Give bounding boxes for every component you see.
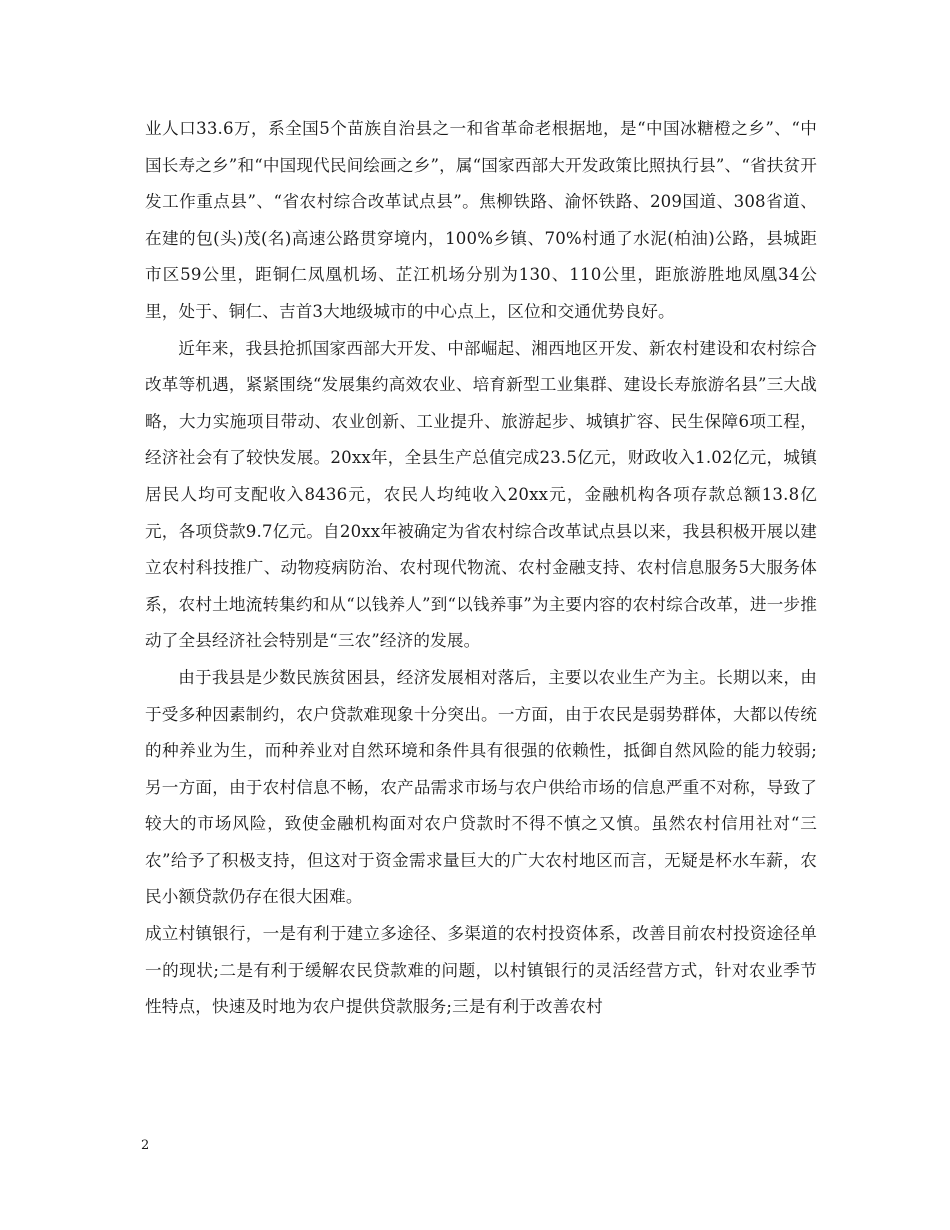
paragraph-4: 成立村镇银行，一是有利于建立多途径、多渠道的农村投资体系，改善目前农村投资途径单一的现状;二是有利于缓解农民贷款难的问题，以村镇银行的灵活经营方式，针对农业季节性特点，快速及时地为农户提供贷款服务;三是有利于改善农村: [145, 924, 817, 1017]
paragraph-3: 由于我县是少数民族贫困县，经济发展相对落后，主要以农业生产为主。长期以来，由于受多种因素制约，农户贷款难现象十分突出。一方面，由于农民是弱势群体，大都以传统的种养业为生，而种养业对自然环境和条件具有很强的依赖性，抵御自然风险的能力较弱;另一方面，由于农村信息不畅，农产品需求市场与农户供给市场的信息严重不对称，导致了较大的市场风险，致使金融机构面对农户贷款时不得不慎之又慎。虽然农村信用社对“三农”给予了积极支持，但这对于资金需求量巨大的广大农村地区而言，无疑是杯水车薪，农民小额贷款仍存在很大困难。: [145, 667, 817, 907]
document-body: [145, 111, 817, 1026]
paragraph-1: 业人口33.6万，系全国5个苗族自治县之一和省革命老根据地，是“中国冰糖橙之乡”、“中国长寿之乡”和“中国现代民间绘画之乡”，属“国家西部大开发政策比照执行县”、“省扶贫开发工作重点县”、“省农村综合改革试点县”。焦柳铁路、渝怀铁路、209国道、308省道、在建的包(头)茂(名)高速公路贯穿境内，100%乡镇、70%村通了水泥(柏油)公路，县城距市区59公里，距铜仁凤凰机场、芷江机场分别为130、110公里，距旅游胜地凤凰34公里，处于、铜仁、吉首3大地级城市的中心点上，区位和交通优势良好。: [145, 119, 817, 321]
page-number: 2: [141, 1138, 150, 1153]
paragraph-2: 近年来，我县抢抓国家西部大开发、中部崛起、湘西地区开发、新农村建设和农村综合改革等机遇，紧紧围绕“发展集约高效农业、培育新型工业集群、建设长寿旅游名县”三大战略，大力实施项目带动、农业创新、工业提升、旅游起步、城镇扩容、民生保障6项工程，经济社会有了较快发展。20xx年，全县生产总值完成23.5亿元，财政收入1.02亿元，城镇居民人均可支配收入8436元，农民人均纯收入20xx元，金融机构各项存款总额13.8亿元，各项贷款9.7亿元。自20xx年被确定为省农村综合改革试点县以来，我县积极开展以建立农村科技推广、动物疫病防治、农村现代物流、农村金融支持、农村信息服务5大服务体系，农村土地流转集约和从“以钱养人”到“以钱养事”为主要内容的农村综合改革，进一步推动了全县经济社会特别是“三农”经济的发展。: [145, 338, 817, 651]
